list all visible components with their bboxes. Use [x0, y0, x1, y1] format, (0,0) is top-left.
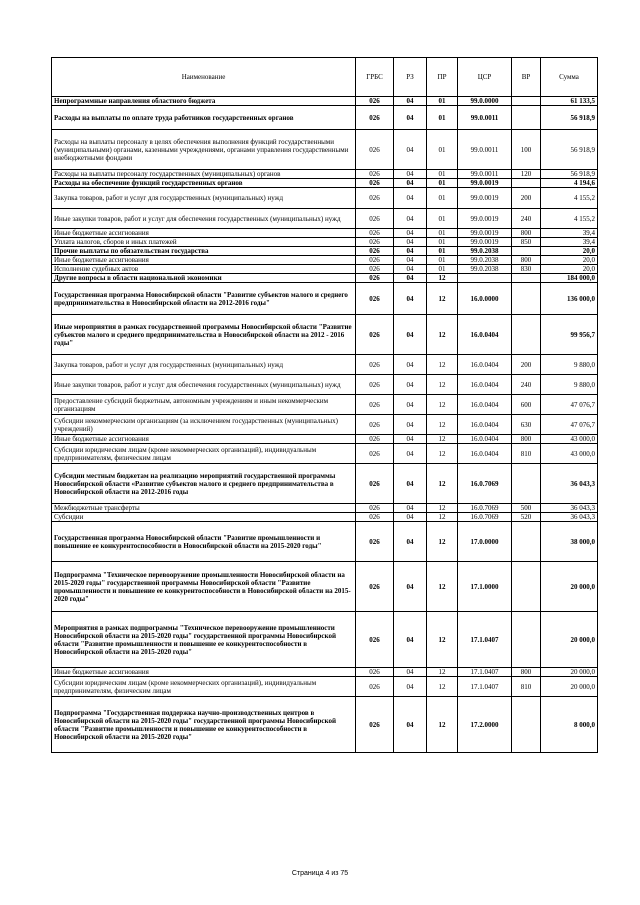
table-row: [52, 562, 598, 612]
cell-rz: 04: [394, 256, 427, 265]
cell-vr: [512, 97, 541, 106]
cell-pr: 12: [427, 612, 458, 668]
table-row: [52, 170, 598, 179]
table-row: [52, 522, 598, 562]
cell-grbs: 026: [356, 170, 394, 179]
cell-name: Расходы на обеспечение функций государственных органов: [52, 179, 356, 188]
cell-rz: 04: [394, 179, 427, 188]
cell-name: Государственная программа Новосибирской области "Развитие субъектов малого и среднего предпринимательства в Новосибирской области на 2012-2016 годы": [52, 283, 356, 315]
cell-name: Субсидии некоммерческим организациям (за исключением государственных (муниципальных) учреждений): [52, 415, 356, 435]
table-row: [52, 106, 598, 130]
cell-pr: 01: [427, 170, 458, 179]
cell-pr: 12: [427, 283, 458, 315]
cell-grbs: 026: [356, 274, 394, 283]
cell-sum: 20,0: [541, 256, 598, 265]
cell-sum: 56 918,9: [541, 106, 598, 130]
cell-pr: 01: [427, 188, 458, 209]
cell-name: Иные закупки товаров, работ и услуг для обеспечения государственных (муниципальных) нужд: [52, 375, 356, 395]
cell-vr: 850: [512, 238, 541, 247]
cell-csr: 99.0.0011: [458, 130, 512, 170]
cell-grbs: 026: [356, 464, 394, 504]
cell-name: Иные бюджетные ассигнования: [52, 256, 356, 265]
cell-vr: 200: [512, 188, 541, 209]
cell-grbs: 026: [356, 238, 394, 247]
cell-csr: 99.0.0019: [458, 188, 512, 209]
table-row: [52, 274, 598, 283]
cell-name: Уплата налогов, сборов и иных платежей: [52, 238, 356, 247]
cell-grbs: 026: [356, 522, 394, 562]
cell-grbs: 026: [356, 435, 394, 444]
cell-sum: 4 155,2: [541, 188, 598, 209]
cell-pr: 01: [427, 247, 458, 256]
cell-name: Исполнение судебных актов: [52, 265, 356, 274]
cell-csr: 16.0.7069: [458, 464, 512, 504]
cell-csr: 17.1.0407: [458, 677, 512, 697]
cell-name: Субсидии юридическим лицам (кроме некоммерческих организаций), индивидуальным предпринимателям, физическим лицам: [52, 677, 356, 697]
table-row: [52, 444, 598, 464]
cell-rz: 04: [394, 375, 427, 395]
cell-rz: 04: [394, 395, 427, 415]
cell-csr: 16.0.7069: [458, 504, 512, 513]
table-row: [52, 355, 598, 375]
cell-sum: 9 880,0: [541, 375, 598, 395]
cell-pr: 12: [427, 274, 458, 283]
cell-name: Субсидии местным бюджетам на реализацию мероприятий государственной программы Новосибирской области «Развитие субъектов малого и среднего предпринимательства в Новосибирской области на 2012-2016 годы: [52, 464, 356, 504]
cell-csr: 16.0.0404: [458, 435, 512, 444]
cell-sum: 99 956,7: [541, 315, 598, 355]
cell-name: Иные бюджетные ассигнования: [52, 435, 356, 444]
cell-vr: [512, 612, 541, 668]
table-row: [52, 283, 598, 315]
cell-sum: 47 076,7: [541, 395, 598, 415]
cell-pr: 12: [427, 504, 458, 513]
cell-vr: 800: [512, 435, 541, 444]
cell-name: Предоставление субсидий бюджетным, автономным учреждениям и иным некоммерческим организациям: [52, 395, 356, 415]
cell-vr: 600: [512, 395, 541, 415]
cell-rz: 04: [394, 106, 427, 130]
cell-pr: 01: [427, 179, 458, 188]
cell-grbs: 026: [356, 179, 394, 188]
cell-csr: 99.0.0019: [458, 229, 512, 238]
cell-pr: 01: [427, 97, 458, 106]
table-row: [52, 247, 598, 256]
cell-sum: 36 043,3: [541, 464, 598, 504]
cell-csr: 17.1.0407: [458, 612, 512, 668]
cell-rz: 04: [394, 238, 427, 247]
cell-grbs: 026: [356, 283, 394, 315]
cell-grbs: 026: [356, 513, 394, 522]
cell-rz: 04: [394, 188, 427, 209]
cell-sum: 56 918,9: [541, 130, 598, 170]
cell-grbs: 026: [356, 668, 394, 677]
cell-csr: 17.2.0000: [458, 697, 512, 753]
cell-csr: 99.0.0000: [458, 97, 512, 106]
table-row: [52, 415, 598, 435]
table-row: [52, 697, 598, 753]
header-pr: ПР: [427, 58, 458, 97]
cell-sum: 4 155,2: [541, 209, 598, 229]
cell-name: Другие вопросы в области национальной экономики: [52, 274, 356, 283]
cell-vr: [512, 522, 541, 562]
cell-csr: 17.1.0407: [458, 668, 512, 677]
cell-name: Субсидии юридическим лицам (кроме некоммерческих организаций), индивидуальным предпринимателям, физическим лицам: [52, 444, 356, 464]
cell-name: Государственная программа Новосибирской области "Развитие промышленности и повышение ее конкурентоспособности в Новосибирской области на 2015-2020 годы": [52, 522, 356, 562]
cell-vr: [512, 247, 541, 256]
cell-sum: 20 000,0: [541, 668, 598, 677]
cell-vr: 240: [512, 209, 541, 229]
header-rz: РЗ: [394, 58, 427, 97]
cell-vr: 100: [512, 130, 541, 170]
cell-csr: 16.0.0404: [458, 315, 512, 355]
cell-name: Межбюджетные трансферты: [52, 504, 356, 513]
cell-grbs: 026: [356, 355, 394, 375]
cell-grbs: 026: [356, 188, 394, 209]
cell-csr: 99.0.0019: [458, 238, 512, 247]
cell-csr: 17.0.0000: [458, 522, 512, 562]
cell-name: Субсидии: [52, 513, 356, 522]
cell-pr: 01: [427, 106, 458, 130]
table-header: [52, 58, 598, 97]
cell-grbs: 026: [356, 415, 394, 435]
cell-sum: 47 076,7: [541, 415, 598, 435]
table-row: [52, 238, 598, 247]
cell-sum: 20 000,0: [541, 612, 598, 668]
cell-rz: 04: [394, 464, 427, 504]
cell-rz: 04: [394, 444, 427, 464]
cell-sum: 61 133,5: [541, 97, 598, 106]
cell-csr: 16.0.0404: [458, 375, 512, 395]
header-grbs: ГРБС: [356, 58, 394, 97]
cell-sum: 43 000,0: [541, 444, 598, 464]
cell-vr: 800: [512, 256, 541, 265]
cell-pr: 12: [427, 435, 458, 444]
cell-vr: 800: [512, 229, 541, 238]
cell-rz: 04: [394, 522, 427, 562]
cell-sum: 4 194,6: [541, 179, 598, 188]
cell-grbs: 026: [356, 444, 394, 464]
cell-grbs: 026: [356, 395, 394, 415]
cell-sum: 8 000,0: [541, 697, 598, 753]
table-row: [52, 188, 598, 209]
cell-csr: 99.0.2038: [458, 265, 512, 274]
cell-vr: 120: [512, 170, 541, 179]
cell-name: Расходы на выплаты по оплате труда работников государственных органов: [52, 106, 356, 130]
cell-csr: 99.0.0011: [458, 170, 512, 179]
cell-pr: 12: [427, 697, 458, 753]
cell-rz: 04: [394, 697, 427, 753]
table-row: [52, 513, 598, 522]
cell-rz: 04: [394, 97, 427, 106]
cell-csr: 16.0.0404: [458, 355, 512, 375]
page-number: Страница 4 из 75: [291, 870, 349, 877]
cell-vr: 240: [512, 375, 541, 395]
document-page: [51, 57, 597, 753]
cell-pr: 01: [427, 238, 458, 247]
cell-pr: 12: [427, 668, 458, 677]
cell-pr: 01: [427, 130, 458, 170]
cell-sum: 56 918,9: [541, 170, 598, 179]
cell-pr: 01: [427, 265, 458, 274]
cell-csr: 99.0.2038: [458, 256, 512, 265]
cell-grbs: 026: [356, 697, 394, 753]
cell-sum: 20 000,0: [541, 562, 598, 612]
cell-name: Расходы на выплаты персоналу в целях обеспечения выполнения функций государственными (муниципальными) органами, казенными учреждениями, органами управления государственными внебюджетными фондами: [52, 130, 356, 170]
cell-rz: 04: [394, 562, 427, 612]
cell-rz: 04: [394, 170, 427, 179]
cell-sum: 184 000,0: [541, 274, 598, 283]
cell-grbs: 026: [356, 504, 394, 513]
cell-csr: 99.0.2038: [458, 247, 512, 256]
cell-grbs: 026: [356, 315, 394, 355]
cell-vr: [512, 283, 541, 315]
header-name: Наименование: [52, 58, 356, 97]
cell-csr: 16.0.0404: [458, 415, 512, 435]
cell-sum: 36 043,3: [541, 504, 598, 513]
cell-pr: 01: [427, 256, 458, 265]
cell-name: Прочие выплаты по обязательствам государства: [52, 247, 356, 256]
cell-pr: 12: [427, 315, 458, 355]
cell-vr: [512, 562, 541, 612]
cell-sum: 38 000,0: [541, 522, 598, 562]
cell-vr: [512, 179, 541, 188]
cell-name: Иные бюджетные ассигнования: [52, 668, 356, 677]
cell-rz: 04: [394, 435, 427, 444]
table-row: [52, 435, 598, 444]
cell-pr: 12: [427, 415, 458, 435]
cell-vr: 810: [512, 444, 541, 464]
table-row: [52, 209, 598, 229]
cell-rz: 04: [394, 283, 427, 315]
cell-grbs: 026: [356, 612, 394, 668]
cell-sum: 20,0: [541, 265, 598, 274]
cell-grbs: 026: [356, 562, 394, 612]
cell-rz: 04: [394, 247, 427, 256]
table-row: [52, 315, 598, 355]
cell-name: Подпрограмма "Техническое перевооружение промышленности Новосибирской области на 2015-2020 годы" государственной программы Новосибирской области "Развитие промышленности и повышение ее конкурентоспособности в Новосибирской области на 2015-2020 годы": [52, 562, 356, 612]
cell-grbs: 026: [356, 97, 394, 106]
cell-grbs: 026: [356, 229, 394, 238]
cell-grbs: 026: [356, 375, 394, 395]
cell-sum: 20 000,0: [541, 677, 598, 697]
cell-csr: 17.1.0000: [458, 562, 512, 612]
cell-name: Мероприятия в рамках подпрограммы "Техническое перевооружение промышленности Новосибирской области на 2015-2020 годы" государственной программы Новосибирской области "Развитие промышленности и повышение ее конкурентоспособности в Новосибирской области на 2015-2020 годы": [52, 612, 356, 668]
cell-csr: 99.0.0019: [458, 179, 512, 188]
cell-pr: 12: [427, 464, 458, 504]
cell-vr: 810: [512, 677, 541, 697]
cell-name: Расходы на выплаты персоналу государственных (муниципальных) органов: [52, 170, 356, 179]
cell-vr: 200: [512, 355, 541, 375]
cell-rz: 04: [394, 274, 427, 283]
cell-name: Непрограммные направления областного бюджета: [52, 97, 356, 106]
cell-name: Закупка товаров, работ и услуг для государственных (муниципальных) нужд: [52, 355, 356, 375]
cell-grbs: 026: [356, 106, 394, 130]
cell-vr: [512, 315, 541, 355]
table-row: [52, 229, 598, 238]
cell-name: Иные мероприятия в рамках государственной программы Новосибирской области "Развитие субъектов малого и среднего предпринимательства в Новосибирской области на 2012 - 2016 годы": [52, 315, 356, 355]
cell-vr: [512, 697, 541, 753]
cell-rz: 04: [394, 677, 427, 697]
cell-grbs: 026: [356, 677, 394, 697]
cell-sum: 43 000,0: [541, 435, 598, 444]
cell-rz: 04: [394, 265, 427, 274]
table-row: [52, 464, 598, 504]
table-row: [52, 375, 598, 395]
cell-csr: 16.0.0404: [458, 395, 512, 415]
cell-grbs: 026: [356, 265, 394, 274]
cell-vr: 630: [512, 415, 541, 435]
cell-vr: 830: [512, 265, 541, 274]
table-row: [52, 677, 598, 697]
cell-sum: 39,4: [541, 238, 598, 247]
table-row: [52, 612, 598, 668]
cell-sum: 36 043,3: [541, 513, 598, 522]
cell-pr: 12: [427, 677, 458, 697]
cell-sum: 20,0: [541, 247, 598, 256]
cell-grbs: 026: [356, 209, 394, 229]
cell-sum: 9 880,0: [541, 355, 598, 375]
table-row: [52, 97, 598, 106]
cell-rz: 04: [394, 504, 427, 513]
cell-pr: 01: [427, 209, 458, 229]
cell-csr: 99.0.0019: [458, 209, 512, 229]
cell-pr: 12: [427, 522, 458, 562]
cell-pr: 12: [427, 395, 458, 415]
cell-rz: 04: [394, 355, 427, 375]
cell-grbs: 026: [356, 247, 394, 256]
cell-pr: 12: [427, 355, 458, 375]
cell-rz: 04: [394, 315, 427, 355]
cell-csr: [458, 274, 512, 283]
cell-rz: 04: [394, 130, 427, 170]
cell-pr: 12: [427, 375, 458, 395]
table-row: [52, 130, 598, 170]
cell-sum: 39,4: [541, 229, 598, 238]
header-row: [52, 58, 598, 97]
cell-vr: 800: [512, 668, 541, 677]
cell-rz: 04: [394, 513, 427, 522]
table-row: [52, 504, 598, 513]
budget-table: [51, 57, 598, 753]
cell-csr: 16.0.0000: [458, 283, 512, 315]
table-body: [52, 97, 598, 753]
cell-pr: 12: [427, 562, 458, 612]
cell-pr: 01: [427, 229, 458, 238]
table-row: [52, 256, 598, 265]
cell-sum: 136 000,0: [541, 283, 598, 315]
cell-name: Иные бюджетные ассигнования: [52, 229, 356, 238]
table-row: [52, 265, 598, 274]
cell-rz: 04: [394, 415, 427, 435]
cell-grbs: 026: [356, 130, 394, 170]
cell-csr: 16.0.7069: [458, 513, 512, 522]
cell-pr: 12: [427, 513, 458, 522]
cell-csr: 16.0.0404: [458, 444, 512, 464]
header-sum: Сумма: [541, 58, 598, 97]
table-row: [52, 395, 598, 415]
cell-rz: 04: [394, 229, 427, 238]
header-vr: ВР: [512, 58, 541, 97]
table-row: [52, 179, 598, 188]
cell-vr: [512, 106, 541, 130]
cell-csr: 99.0.0011: [458, 106, 512, 130]
table-row: [52, 668, 598, 677]
header-csr: ЦСР: [458, 58, 512, 97]
cell-name: Подпрограмма "Государственная поддержка научно-производственных центров в Новосибирской области на 2015-2020 годы" государственной программы Новосибирской области "Развитие промышленности и повышение ее конкурентоспособности в Новосибирской области на 2015-2020 годы": [52, 697, 356, 753]
cell-rz: 04: [394, 668, 427, 677]
cell-name: Закупка товаров, работ и услуг для государственных (муниципальных) нужд: [52, 188, 356, 209]
cell-vr: 500: [512, 504, 541, 513]
cell-rz: 04: [394, 612, 427, 668]
cell-vr: 520: [512, 513, 541, 522]
cell-name: Иные закупки товаров, работ и услуг для обеспечения государственных (муниципальных) нужд: [52, 209, 356, 229]
cell-vr: [512, 274, 541, 283]
cell-rz: 04: [394, 209, 427, 229]
cell-vr: [512, 464, 541, 504]
cell-pr: 12: [427, 444, 458, 464]
cell-grbs: 026: [356, 256, 394, 265]
